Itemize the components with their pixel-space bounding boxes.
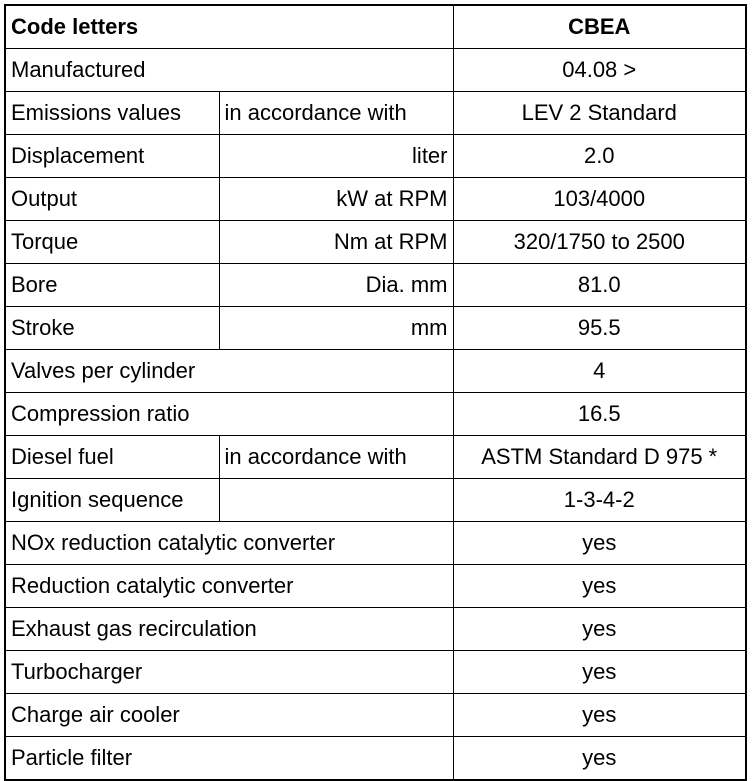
row-label: Exhaust gas recirculation xyxy=(5,608,453,651)
row-value: 2.0 xyxy=(453,135,746,178)
table-row xyxy=(5,608,746,651)
table-row xyxy=(5,436,746,479)
table-row xyxy=(5,264,746,307)
row-label: Particle filter xyxy=(5,737,453,781)
row-value: yes xyxy=(453,565,746,608)
row-label: Compression ratio xyxy=(5,393,453,436)
table-row xyxy=(5,393,746,436)
code-letters-label: Code letters xyxy=(5,5,453,49)
row-value: 103/4000 xyxy=(453,178,746,221)
row-unit xyxy=(219,479,453,522)
row-value: 4 xyxy=(453,350,746,393)
table-row xyxy=(5,651,746,694)
row-value: 320/1750 to 2500 xyxy=(453,221,746,264)
row-value: LEV 2 Standard xyxy=(453,92,746,135)
row-unit: kW at RPM xyxy=(219,178,453,221)
table-row xyxy=(5,92,746,135)
table-row xyxy=(5,135,746,178)
row-unit: Dia. mm xyxy=(219,264,453,307)
row-label: Torque xyxy=(5,221,219,264)
row-value: yes xyxy=(453,651,746,694)
table-row xyxy=(5,221,746,264)
table-row xyxy=(5,737,746,781)
row-label: Manufactured xyxy=(5,49,453,92)
header-row xyxy=(5,5,746,49)
row-label: Emissions values xyxy=(5,92,219,135)
row-value: 04.08 > xyxy=(453,49,746,92)
code-letters-value: CBEA xyxy=(453,5,746,49)
engine-spec-table xyxy=(4,4,747,781)
row-label: Diesel fuel xyxy=(5,436,219,479)
row-label: Ignition sequence xyxy=(5,479,219,522)
row-qualifier: in accordance with xyxy=(219,436,453,479)
row-value: 1-3-4-2 xyxy=(453,479,746,522)
row-value: yes xyxy=(453,608,746,651)
row-value: yes xyxy=(453,522,746,565)
row-label: Bore xyxy=(5,264,219,307)
table-row xyxy=(5,178,746,221)
table-row xyxy=(5,694,746,737)
row-unit: Nm at RPM xyxy=(219,221,453,264)
table-row xyxy=(5,565,746,608)
row-value: 16.5 xyxy=(453,393,746,436)
row-label: NOx reduction catalytic converter xyxy=(5,522,453,565)
row-value: yes xyxy=(453,694,746,737)
table-row xyxy=(5,350,746,393)
row-label: Stroke xyxy=(5,307,219,350)
row-unit: mm xyxy=(219,307,453,350)
row-value: yes xyxy=(453,737,746,781)
table-row xyxy=(5,479,746,522)
row-label: Output xyxy=(5,178,219,221)
row-unit: liter xyxy=(219,135,453,178)
row-qualifier: in accordance with xyxy=(219,92,453,135)
table-row xyxy=(5,49,746,92)
row-label: Valves per cylinder xyxy=(5,350,453,393)
row-label: Charge air cooler xyxy=(5,694,453,737)
row-label: Reduction catalytic converter xyxy=(5,565,453,608)
row-label: Turbocharger xyxy=(5,651,453,694)
row-label: Displacement xyxy=(5,135,219,178)
row-value: 81.0 xyxy=(453,264,746,307)
table-row xyxy=(5,522,746,565)
row-value: 95.5 xyxy=(453,307,746,350)
row-value: ASTM Standard D 975 * xyxy=(453,436,746,479)
table-row xyxy=(5,307,746,350)
